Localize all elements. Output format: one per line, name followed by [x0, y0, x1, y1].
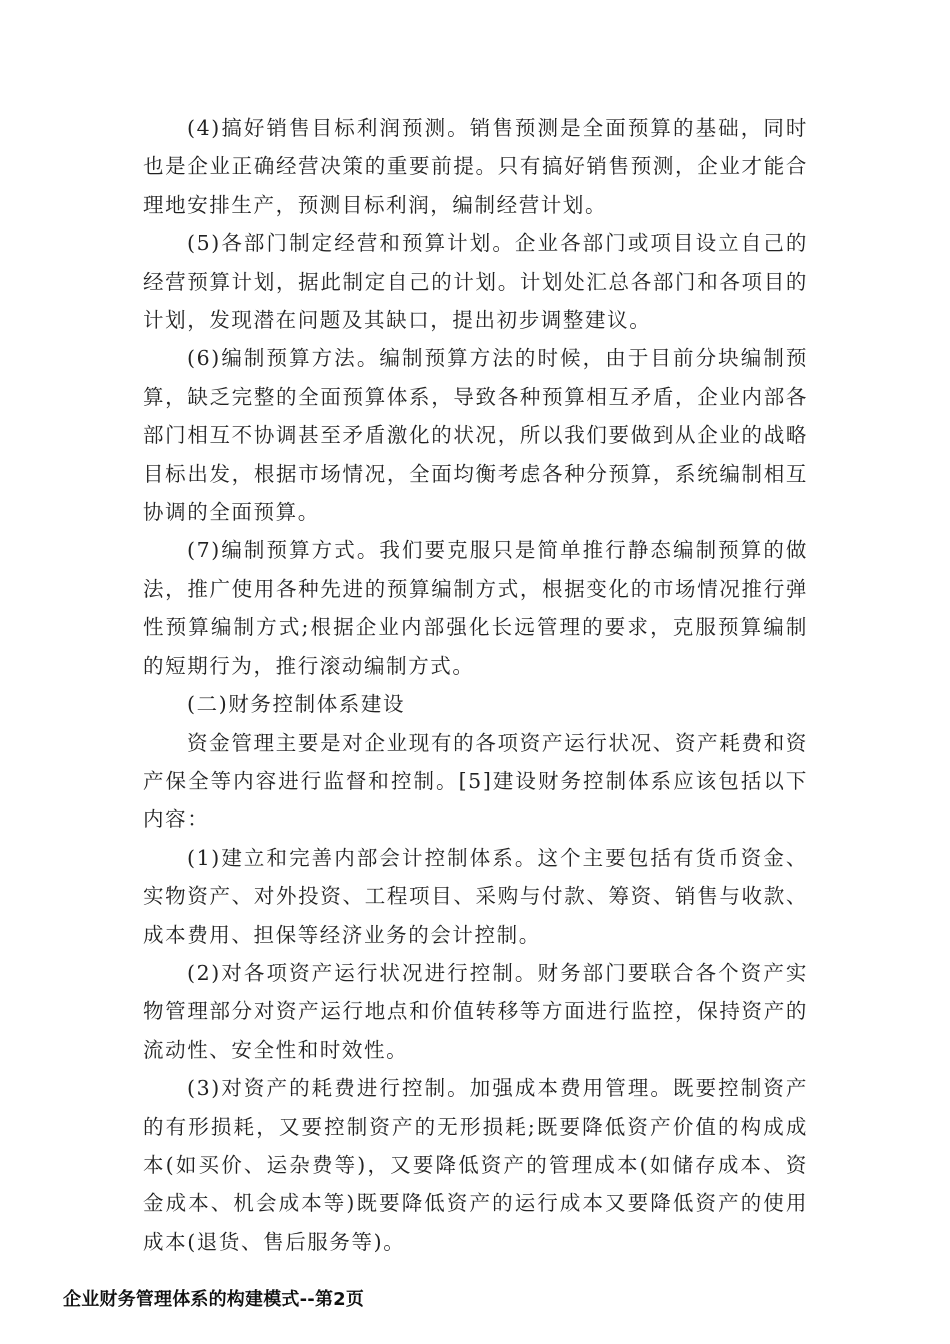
paragraph-department-plans: (5)各部门制定经营和预算计划。企业各部门或项目设立自己的经营预算计划，据此制定自己的计划。计划处汇总各部门和各项目的计划，发现潜在问题及其缺口，提出初步调整建议。	[143, 231, 808, 333]
page-footer: 企业财务管理体系的构建模式--第2页	[63, 1289, 365, 1310]
paragraph-budget-method: (6)编制预算方法。编制预算方法的时候，由于目前分块编制预算，缺乏完整的全面预算体系，导致各种预算相互矛盾，企业内部各部门相互不协调甚至矛盾激化的状况，所以我们要做到从企业的战略目标出发，根据市场情况，全面均衡考虑各种分预算，系统编制相互协调的全面预算。	[143, 346, 808, 525]
paragraph-budget-approach: (7)编制预算方式。我们要克服只是简单推行静态编制预算的做法，推广使用各种先进的预算编制方式，根据变化的市场情况推行弹性预算编制方式;根据企业内部强化长远管理的要求，克服预算编制的短期行为，推行滚动编制方式。	[143, 538, 808, 678]
document-body	[143, 109, 808, 1261]
paragraph-internal-accounting-control: (1)建立和完善内部会计控制体系。这个主要包括有货币资金、实物资产、对外投资、工程项目、采购与付款、筹资、销售与收款、成本费用、担保等经济业务的会计控制。	[143, 845, 808, 947]
section-heading-financial-control: (二)财务控制体系建设	[187, 692, 406, 717]
paragraph-asset-operation-control: (2)对各项资产运行状况进行控制。财务部门要联合各个资产实物管理部分对资产运行地点和价值转移等方面进行监控，保持资产的流动性、安全性和时效性。	[143, 960, 808, 1062]
paragraph-sales-forecast: (4)搞好销售目标利润预测。销售预测是全面预算的基础，同时也是企业正确经营决策的重要前提。只有搞好销售预测，企业才能合理地安排生产，预测目标利润，编制经营计划。	[143, 116, 808, 217]
paragraph-fund-management: 资金管理主要是对企业现有的各项资产运行状况、资产耗费和资产保全等内容进行监督和控制。[5]建设财务控制体系应该包括以下内容：	[143, 730, 808, 832]
paragraph-asset-consumption-control: (3)对资产的耗费进行控制。加强成本费用管理。既要控制资产的有形损耗，又要控制资产的无形损耗;既要降低资产价值的构成成本(如买价、运杂费等)，又要降低资产的管理成本(如储存成本、资金成本、机会成本等)既要降低资产的运行成本又要降低资产的使用成本(退货、售后服务等)。	[143, 1076, 808, 1254]
